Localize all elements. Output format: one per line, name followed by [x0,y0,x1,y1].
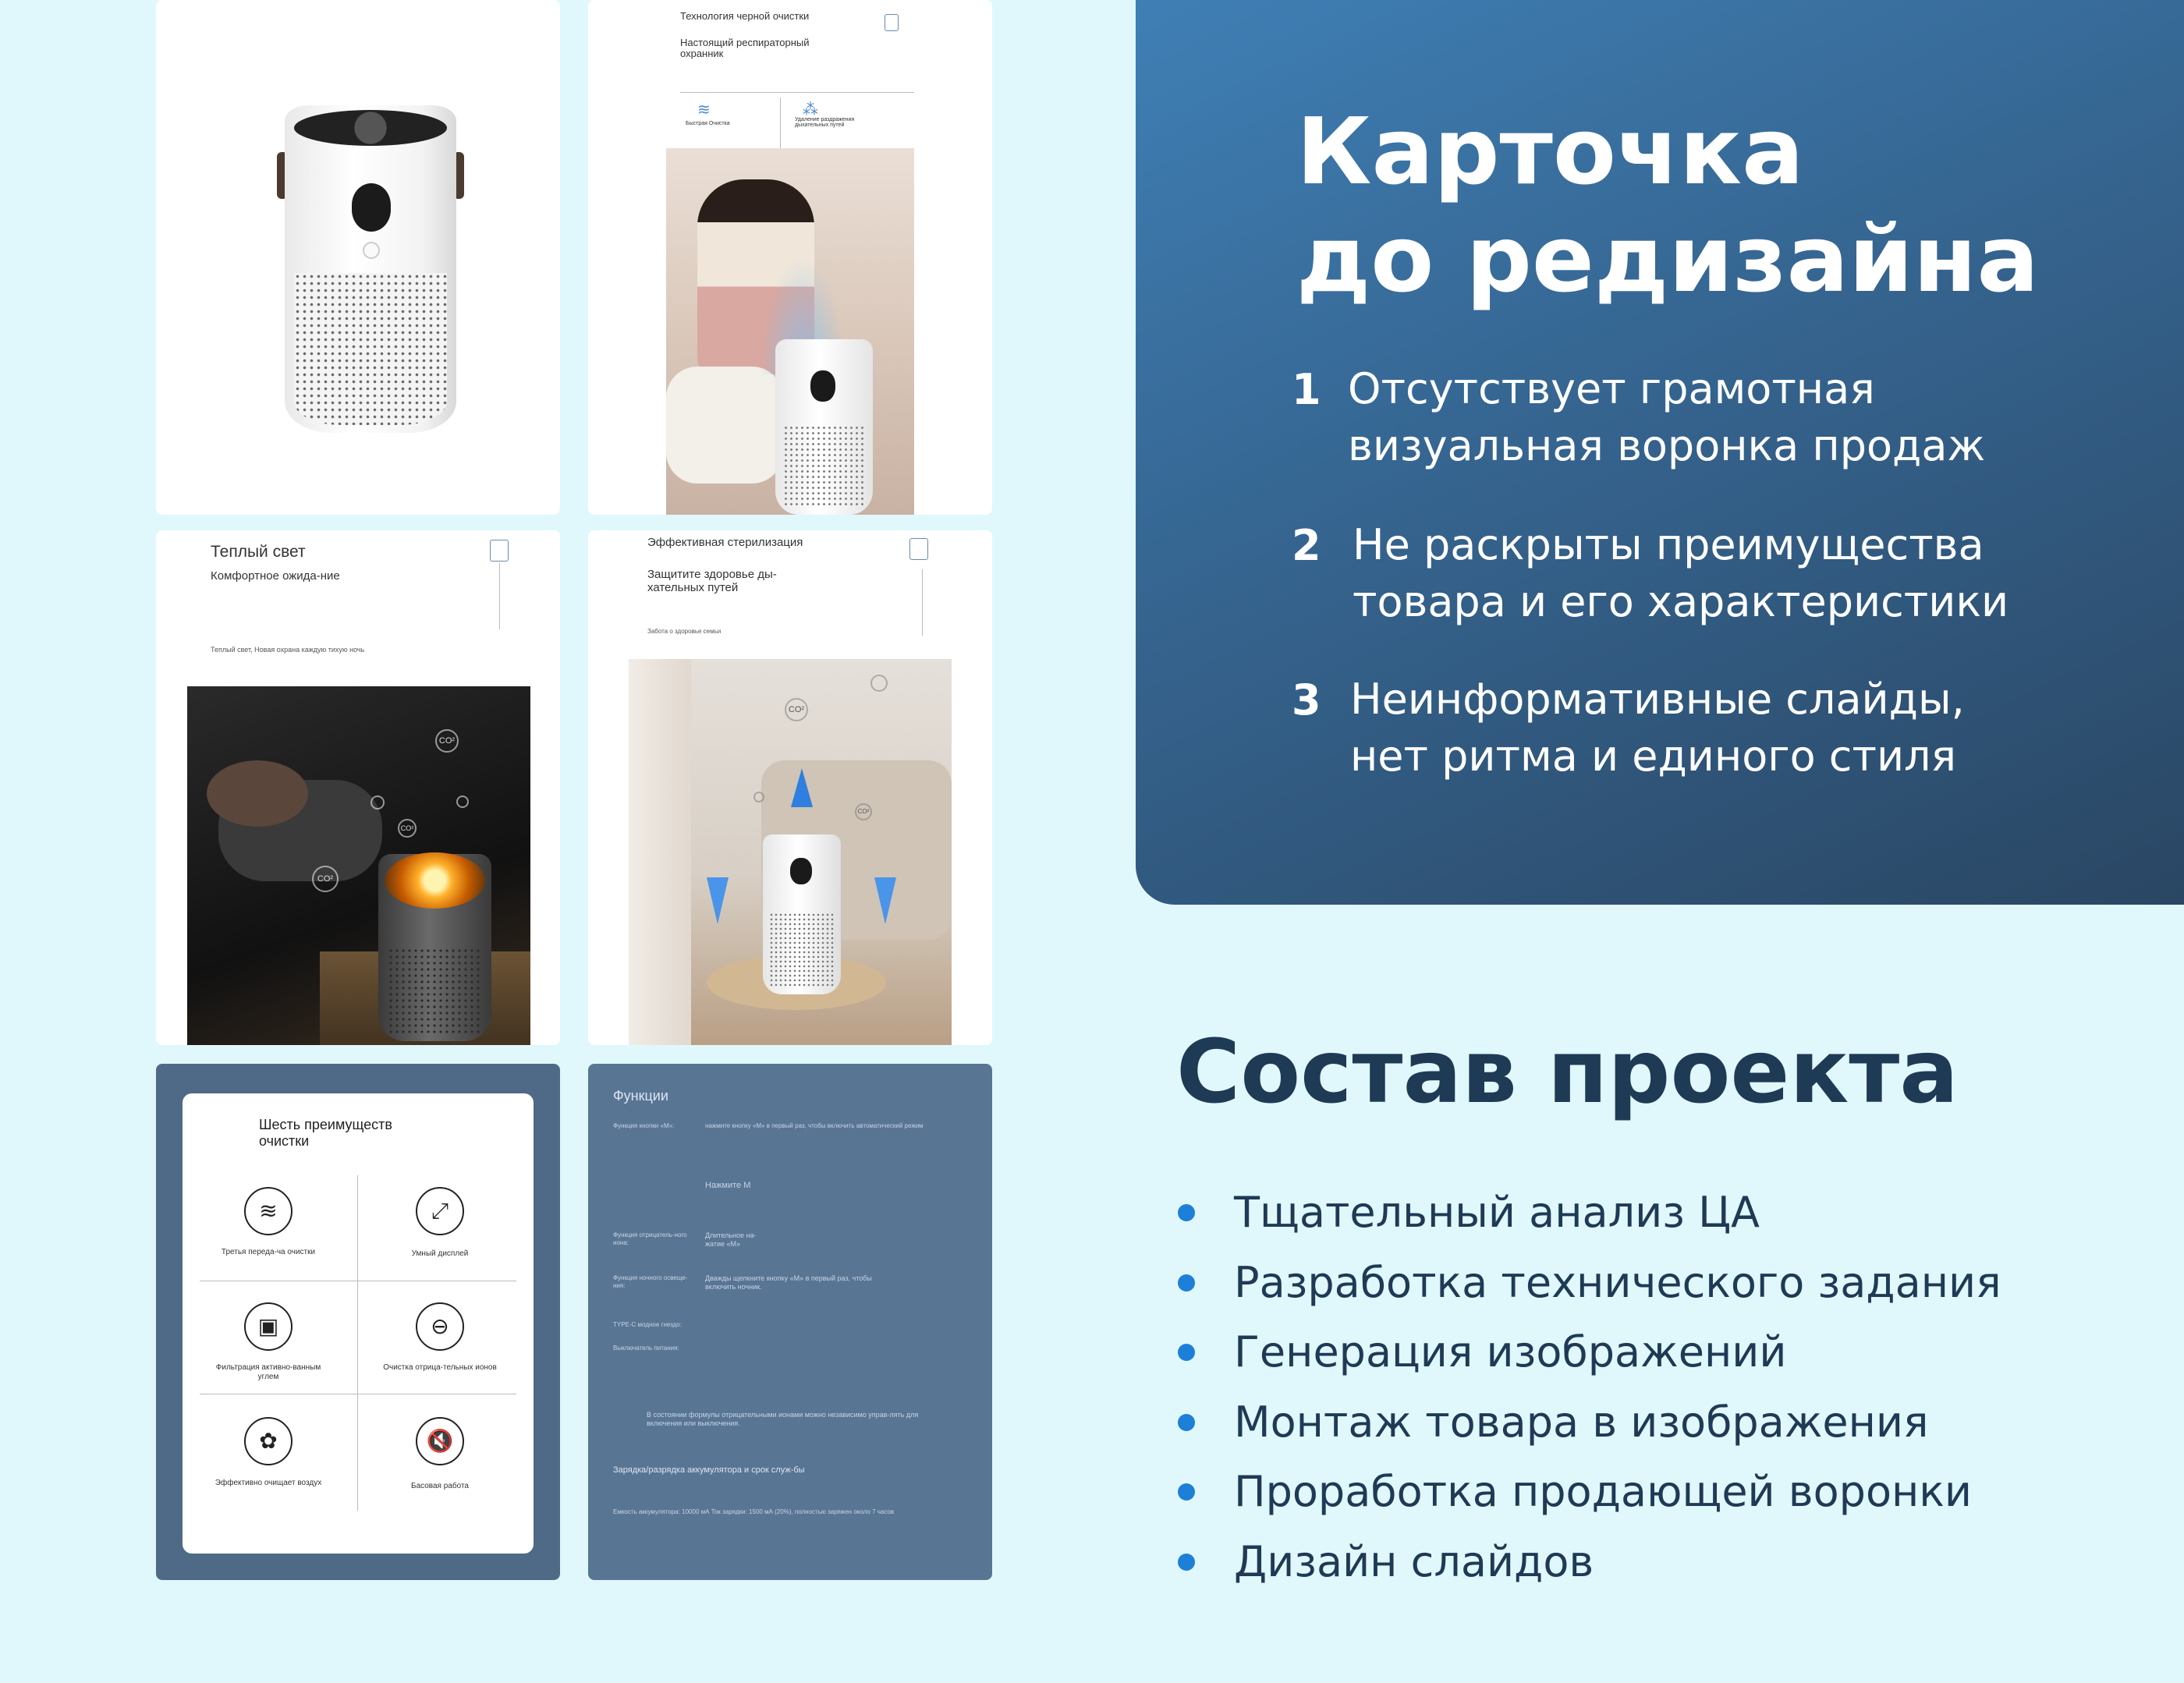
project-item: Проработка продающей воронки [1234,1467,1973,1516]
bullet-dot [1178,1414,1195,1431]
slide3-subtitle: Комфортное ожида-ние [211,569,340,583]
fan-top [294,110,447,146]
feature-label: Басовая работа [411,1482,469,1490]
wind-icon: ≋ [244,1187,292,1235]
row-text: нажмите кнопку «M» в первый раз, чтобы включить автоматический режим [705,1122,924,1129]
lifestyle-photo [666,148,914,515]
problem-line: Отсутствует грамотная [1348,364,1875,413]
slide-black-cleaning[interactable] [588,0,992,515]
wind-icon: ≋ [697,100,711,119]
row-label: Выключатель питания: [613,1345,679,1352]
project-item: Разработка технического задания [1234,1258,2001,1307]
air-purifier-image [763,834,841,994]
slide3-title: Теплый свет [211,543,306,561]
item-number: 1 [1292,365,1321,414]
feature-label: Очистка отрица-тельных ионов [383,1363,497,1372]
slide4-title: Эффективная стерилизация [647,536,803,549]
co2-bubble: CO² [312,866,339,892]
row-label: Функция кнопки «M»: [613,1122,675,1129]
feature-label: Фильтрация активно-ванным углем [215,1363,321,1381]
person-arm [629,659,691,1045]
bubble [753,792,764,803]
problem-line: визуальная воронка продаж [1348,421,1986,470]
armchair [666,367,783,484]
bullet-dot [1178,1483,1195,1501]
slide3-body: Теплый свет, Новая охрана каждую тихую ночь [211,646,365,654]
filter-icon: ▣ [244,1302,292,1351]
warm-light-glow [385,852,485,909]
project-item: Тщательный анализ ЦА [1234,1188,1760,1237]
row-label: Функция отрицатель-ного иона: [613,1231,687,1246]
row-label: TYPE-C модное гнездо: [613,1321,682,1328]
row-text: Длительное на-жатие «M» [705,1231,757,1249]
feature-label: Третья переда-ча очистки [221,1248,316,1256]
bullet-dot [1178,1204,1195,1221]
project-title: Состав проекта [1176,1022,1959,1123]
feature-label: Умный дисплей [411,1249,469,1258]
battery-text: Емкость аккумулятора: 10000 мА Ток зарядки: 1500 мА (20%), полностью заряжен около 7 часов [613,1508,895,1515]
slide-sterilization[interactable] [588,530,992,1045]
panel-title-line1: Карточка [1296,97,1804,205]
row-text: Дважды щелкните кнопку «M» в первый раз, чтобы включить ночник. [705,1274,872,1291]
bubble [370,795,385,810]
molecule-icon: ⁂ [803,100,818,119]
project-item: Монтаж товара в изображения [1234,1398,1929,1447]
living-room-photo [629,659,952,1045]
bubble [456,795,469,808]
note: В состоянии формулы отрицательными ионами можно независимо управ-лять для включения или выключения. [647,1411,919,1428]
ion-icon: ⊖ [416,1302,464,1351]
airflow-arrow-down-left [707,877,729,924]
document-icon [909,538,928,560]
grill [294,273,447,425]
feature-label: Эффективно очищает воздух [214,1479,322,1487]
problem-line: товара и его характеристики [1353,577,2009,626]
display-icon: ⤢ [416,1187,464,1235]
problem-item [1348,360,1985,474]
slide2-feature-right: Удаление раздражения дыхательных путей [795,117,855,128]
problem-line: Не раскрыты преимущества [1353,520,1984,569]
document-icon [885,14,899,31]
battery-title: Зарядка/разрядка аккумулятора и срок служ-бы [613,1465,805,1475]
slide4-body: Забота о здоровье семьи [647,628,722,635]
slide2-title: Технология черной очистки [680,10,810,22]
row-label: Функция ночного освеще-ния: [613,1274,688,1289]
bullet-dot [1178,1274,1195,1291]
air-purifier-image [285,105,456,433]
advantages-card [183,1093,534,1554]
co2-bubble: CO² [855,803,872,820]
slide5-title: Шесть преимуществ очистки [259,1117,392,1149]
slide-functions[interactable] [588,1064,992,1580]
panel-title-line2: до редизайна [1296,205,2039,313]
problem-line: Неинформативные слайды, [1350,675,1965,724]
slide-six-advantages[interactable] [156,1064,560,1580]
problem-line: нет ритма и единого стиля [1350,732,1957,781]
panel-title [1296,97,2154,313]
power-button-graphic [363,242,380,259]
air-purifier-image [775,339,873,515]
sleeping-person [207,760,308,827]
bubble [870,675,888,692]
slide-product-photo[interactable] [156,0,560,515]
virus-icon: ✿ [244,1417,292,1465]
co2-bubble: CO² [785,698,808,721]
document-icon [490,540,509,562]
problem-item [1350,671,1965,785]
before-redesign-panel [1136,0,2184,905]
display-screen [352,183,391,232]
airflow-arrow-up [791,768,813,807]
bullet-dot [1178,1344,1195,1361]
press-m: Нажмите M [705,1181,751,1190]
co2-bubble: CO² [398,819,417,838]
bullet-dot [1178,1554,1195,1571]
slide4-subtitle: Защитите здоровье ды-хательных путей [647,568,777,594]
project-item: Дизайн слайдов [1234,1537,1594,1586]
airflow-arrow-down-right [874,877,896,924]
night-photo [187,686,530,1045]
co2-bubble: CO² [435,729,459,753]
item-number: 3 [1292,675,1321,725]
slide2-feature-left: Быстрая Очистка [686,121,730,126]
slide6-title: Функции [613,1088,668,1104]
mute-icon: 🔇 [416,1417,464,1465]
problem-item [1353,516,2008,630]
slide-warm-light[interactable] [156,530,560,1045]
air-purifier-image [378,854,491,1041]
item-number: 2 [1292,521,1321,570]
slide2-subtitle: Настоящий респираторный охранник [680,37,810,59]
project-item: Генерация изображений [1234,1327,1787,1377]
